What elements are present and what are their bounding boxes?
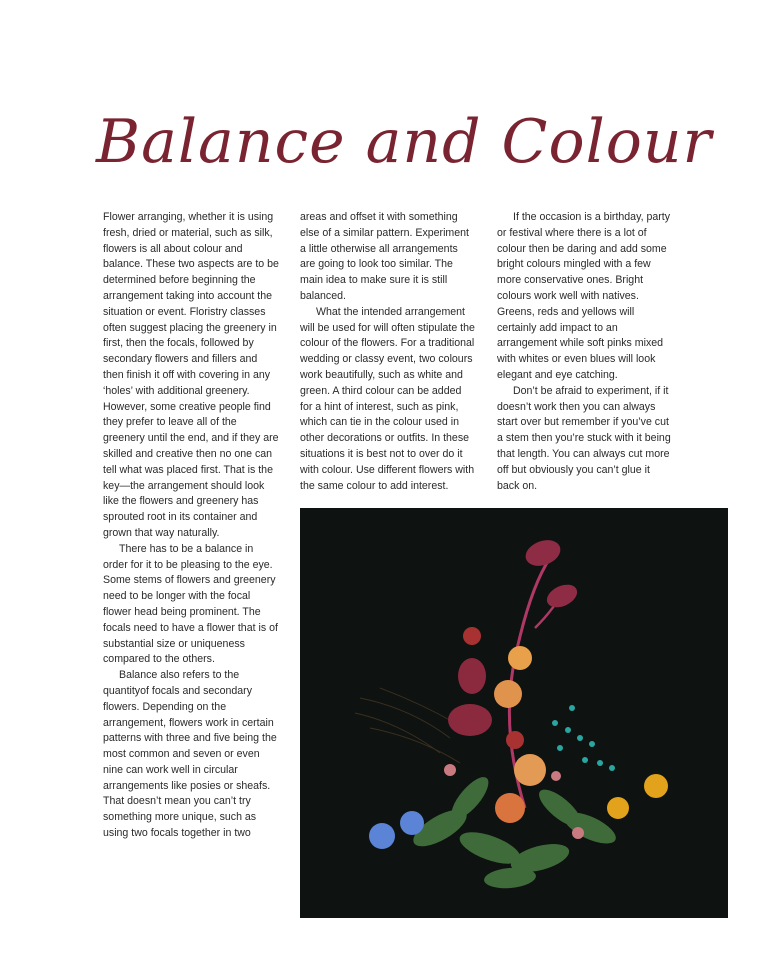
text-column-3 — [497, 210, 673, 494]
text-column-1 — [103, 210, 279, 842]
paragraph: If the occasion is a birthday, party or festival where there is a lot of colour then be daring and add some bright colours mingled with a few more conservative ones. Bright colours work well with natives. Greens, reds and yellows will certainly add impact to an arrangement while soft pinks mixed with whites or even blues will look elegant and eye catching. — [497, 211, 671, 381]
paragraph: Balance also refers to the quantityof focals and secondary flowers. Depending on the arrangement, flowers work in certain patterns with three and five being the most common and seven or even nine can work well in circular arrangements like posies or sheafs. That doesn’t mean you can’t try something more unique, such as using two focals together in two — [103, 669, 277, 840]
text-column-2 — [300, 210, 476, 494]
flower-arrangement-illustration — [300, 508, 728, 918]
paragraph: There has to be a balance in order for it to be pleasing to the eye. Some stems of flowers and greenery need to be longer with the focal flower head being prominent. The focals need to have a flower that is of substantial size or uniqueness compared to the others. — [103, 542, 278, 666]
page-title: Balance and Colour — [96, 107, 713, 177]
flower-arrangement-photo — [300, 508, 728, 918]
teasel-flower — [448, 704, 492, 736]
paragraph: Flower arranging, whether it is using fresh, dried or material, such as silk, flowers is all about colour and balance. These two aspects are to be determined before beginning the arrangement taking into account the situation or event. Floristry classes often suggest placing the greenery in first, then the focals, followed by secondary flowers and fillers and then finish it off with covering in any ‘holes’ with additional greenery. However, some creative people find they prefer to leave all of the greenery until the end, and if they are skilled and creative then no one can tell what was placed first. That is the key—the arrangement should look like the flowers and greenery has sprouted root in its container and grown that way naturally. — [103, 211, 279, 539]
paragraph: areas and offset it with something else of a similar pattern. Experiment a little otherwise all arrangements are going to look too similar. The main idea to make sure it is still balanced. — [300, 211, 469, 302]
paragraph: Don’t be afraid to experiment, if it doesn’t work then you can always start over but remember if you’ve cut a stem then you’re stuck with it being that length. You can always cut more off but obviously you can’t glue it back on. — [497, 384, 671, 492]
paragraph: What the intended arrangement will be used for will often stipulate the colour of the flowers. For a traditional wedding or classy event, two colours work beautifully, such as white and green. A third colour can be added for a hint of interest, such as pink, which can tie in the colour used in other decorations or outfits. In these situations it is best not to over do it with colour. Use different flowers with the same colour to add interest. — [300, 305, 475, 492]
teasel-flower — [458, 658, 486, 694]
